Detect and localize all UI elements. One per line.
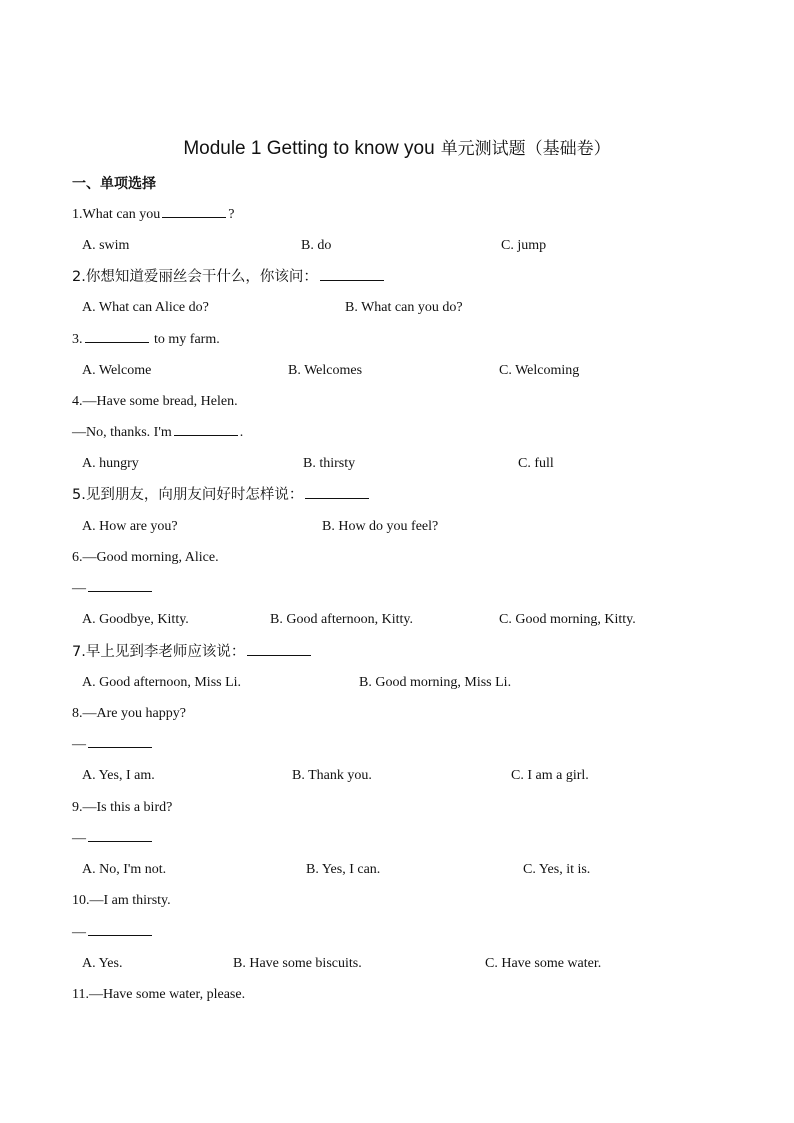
question-5-option-a: A. How are you? — [82, 519, 178, 534]
question-4-option-a: A. hungry — [82, 456, 139, 471]
question-10-option-a: A. Yes. — [82, 956, 123, 971]
question-8-option-b: B. Thank you. — [292, 768, 372, 783]
question-8-option-a: A. Yes, I am. — [82, 768, 155, 783]
question-1-stem: 1.What can you ? — [72, 207, 235, 222]
answer-blank — [85, 330, 149, 343]
question-9-option-c: C. Yes, it is. — [523, 862, 591, 877]
question-1-option-b: B. do — [301, 238, 332, 253]
question-11-stem: 11.—Have some water, please. — [72, 987, 246, 1002]
question-1-option-a: A. swim — [82, 238, 130, 253]
question-6-option-a: A. Goodbye, Kitty. — [82, 612, 189, 627]
question-4-stem: 4.—Have some bread, Helen. — [72, 394, 238, 409]
question-2-stem: 2.你想知道爱丽丝会干什么，你该问： — [72, 267, 386, 287]
question-3-option-b: B. Welcomes — [288, 363, 363, 378]
answer-blank — [320, 268, 384, 281]
question-10-stem: 10.—I am thirsty. — [72, 893, 171, 908]
answer-blank — [247, 643, 311, 656]
answer-blank — [88, 923, 152, 936]
question-3-stem: 3. to my farm. — [72, 332, 220, 347]
question-10-option-b: B. Have some biscuits. — [233, 956, 362, 971]
answer-blank — [174, 423, 238, 436]
question-10-option-c: C. Have some water. — [485, 956, 602, 971]
question-6-option-c: C. Good morning, Kitty. — [499, 612, 636, 627]
title-chinese: 单元测试题（基础卷） — [440, 139, 611, 159]
answer-blank — [305, 486, 369, 499]
question-7-option-a: A. Good afternoon, Miss Li. — [82, 675, 242, 690]
question-9-option-a: A. No, I'm not. — [82, 862, 167, 877]
question-6-option-b: B. Good afternoon, Kitty. — [270, 612, 413, 627]
question-4-option-c: C. full — [518, 456, 554, 471]
question-8-option-c: C. I am a girl. — [511, 768, 589, 783]
question-9-option-b: B. Yes, I can. — [306, 862, 381, 877]
question-4-option-b: B. thirsty — [303, 456, 356, 471]
question-7-stem: 7.早上见到李老师应该说： — [72, 642, 313, 662]
answer-blank — [162, 205, 226, 218]
question-9-reply: — — [72, 829, 154, 849]
section-heading: 一、单项选择 — [72, 176, 156, 192]
question-8-reply: — — [72, 735, 154, 755]
question-1-option-c: C. jump — [501, 238, 547, 253]
question-9-stem: 9.—Is this a bird? — [72, 800, 173, 815]
question-5-stem: 5.见到朋友，向朋友问好时怎样说： — [72, 485, 371, 505]
question-6-stem: 6.—Good morning, Alice. — [72, 550, 219, 565]
answer-blank — [88, 829, 152, 842]
answer-blank — [88, 735, 152, 748]
question-3-option-c: C. Welcoming — [499, 363, 580, 378]
question-2-option-a: A. What can Alice do? — [82, 300, 209, 315]
question-8-stem: 8.—Are you happy? — [72, 706, 186, 721]
title-english: Module 1 Getting to know you — [183, 138, 435, 159]
question-5-option-b: B. How do you feel? — [322, 519, 439, 534]
question-6-reply: — — [72, 579, 154, 599]
answer-blank — [88, 579, 152, 592]
question-10-reply: — — [72, 923, 154, 943]
question-2-option-b: B. What can you do? — [345, 300, 463, 315]
question-3-option-a: A. Welcome — [82, 363, 152, 378]
question-7-option-b: B. Good morning, Miss Li. — [359, 675, 512, 690]
question-4-reply: —No, thanks. I'm . — [72, 425, 244, 440]
page-title — [0, 134, 794, 160]
